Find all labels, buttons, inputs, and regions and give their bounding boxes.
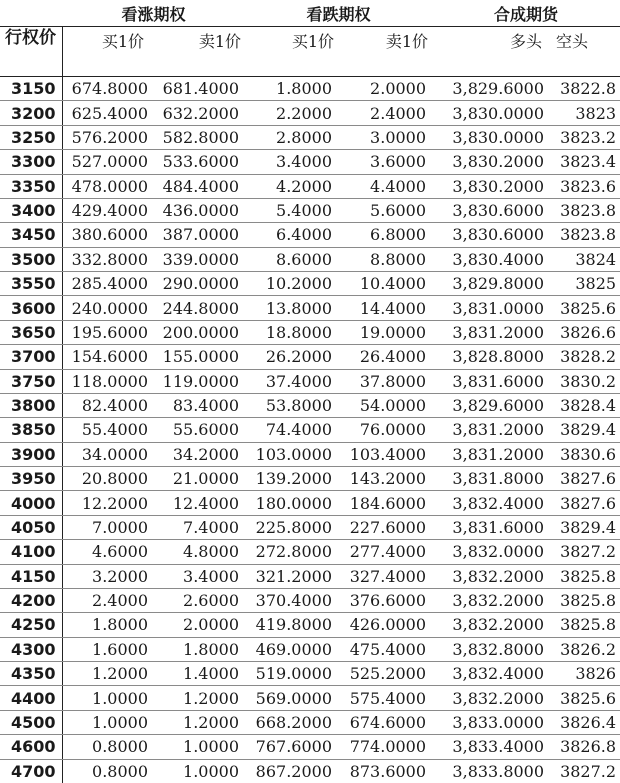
synthetic-short-cell: 3825.8 [552, 613, 620, 637]
header-corner [0, 0, 62, 27]
put-bid-cell: 26.2000 [245, 345, 338, 369]
call-bid-cell: 1.0000 [62, 686, 154, 710]
call-bid-cell: 12.2000 [62, 491, 154, 515]
put-ask-cell: 2.4000 [338, 101, 432, 125]
call-ask-cell: 21.0000 [154, 467, 245, 491]
synthetic-long-cell: 3,828.8000 [432, 345, 552, 369]
put-bid-cell: 4.2000 [245, 174, 338, 198]
synthetic-short-cell: 3828.4 [552, 393, 620, 417]
strike-price-cell: 3900 [0, 442, 62, 466]
synthetic-long-cell: 3,831.6000 [432, 369, 552, 393]
call-bid-cell: 20.8000 [62, 467, 154, 491]
put-options-header: 看跌期权 [245, 0, 432, 27]
synthetic-short-cell: 3826.8 [552, 735, 620, 759]
table-header [0, 0, 620, 77]
put-bid-cell: 5.4000 [245, 198, 338, 222]
call-ask-cell: 12.4000 [154, 491, 245, 515]
table-row [0, 320, 620, 344]
strike-price-cell: 4050 [0, 515, 62, 539]
put-bid-cell: 8.6000 [245, 247, 338, 271]
synthetic-short-cell: 3825.8 [552, 564, 620, 588]
put-ask-cell: 426.0000 [338, 613, 432, 637]
put-bid-cell: 18.8000 [245, 320, 338, 344]
strike-price-cell: 4200 [0, 588, 62, 612]
table-row [0, 296, 620, 320]
call-ask-cell: 339.0000 [154, 247, 245, 271]
synthetic-long-cell: 3,830.6000 [432, 223, 552, 247]
put-bid-cell: 519.0000 [245, 662, 338, 686]
synthetic-long-cell: 3,832.0000 [432, 540, 552, 564]
call-ask-cell: 155.0000 [154, 345, 245, 369]
table-row [0, 442, 620, 466]
synthetic-long-header: 多头 [510, 32, 543, 51]
put-bid-cell: 37.4000 [245, 369, 338, 393]
synthetic-long-cell: 3,829.6000 [432, 393, 552, 417]
strike-price-cell: 4350 [0, 662, 62, 686]
strike-price-cell: 4150 [0, 564, 62, 588]
call-bid-cell: 240.0000 [62, 296, 154, 320]
call-ask-cell: 200.0000 [154, 320, 245, 344]
call-ask-cell: 244.8000 [154, 296, 245, 320]
call-ask-header: 卖1价 [198, 32, 242, 51]
table-row [0, 588, 620, 612]
call-bid-header: 买1价 [101, 32, 144, 51]
put-ask-cell: 674.6000 [338, 710, 432, 734]
header-spacer [62, 52, 620, 77]
synthetic-long-cell: 3,831.0000 [432, 296, 552, 320]
synthetic-long-cell: 3,829.6000 [432, 77, 552, 101]
put-ask-cell: 5.6000 [338, 198, 432, 222]
synthetic-short-cell: 3826.2 [552, 637, 620, 661]
put-ask-cell: 327.4000 [338, 564, 432, 588]
synthetic-futures-header: 合成期货 [432, 0, 620, 27]
call-ask-cell: 83.4000 [154, 393, 245, 417]
table-row [0, 101, 620, 125]
call-bid-cell: 55.4000 [62, 418, 154, 442]
synthetic-short-cell: 3823.4 [552, 150, 620, 174]
call-bid-cell: 285.4000 [62, 272, 154, 296]
synthetic-short-cell: 3823.8 [552, 198, 620, 222]
synthetic-long-cell: 3,831.2000 [432, 320, 552, 344]
call-bid-cell: 1.8000 [62, 613, 154, 637]
synthetic-short-cell: 3825 [552, 272, 620, 296]
synthetic-long-cell: 3,832.2000 [432, 686, 552, 710]
put-bid-cell: 569.0000 [245, 686, 338, 710]
table-row [0, 564, 620, 588]
table-row [0, 467, 620, 491]
call-options-header: 看涨期权 [62, 0, 245, 27]
put-ask-cell: 26.4000 [338, 345, 432, 369]
put-ask-cell: 10.4000 [338, 272, 432, 296]
synthetic-short-cell: 3828.2 [552, 345, 620, 369]
strike-price-cell: 4100 [0, 540, 62, 564]
strike-price-cell: 3200 [0, 101, 62, 125]
strike-price-cell: 3950 [0, 467, 62, 491]
synthetic-long-cell: 3,830.6000 [432, 198, 552, 222]
call-ask-cell: 1.2000 [154, 686, 245, 710]
put-ask-cell: 525.2000 [338, 662, 432, 686]
call-bid-cell: 1.2000 [62, 662, 154, 686]
call-ask-cell: 582.8000 [154, 125, 245, 149]
strike-price-cell: 4250 [0, 613, 62, 637]
put-ask-cell: 873.6000 [349, 761, 427, 781]
table-row [0, 491, 620, 515]
call-bid-cell: 625.4000 [62, 101, 154, 125]
table-row [0, 345, 620, 369]
call-ask-cell: 34.2000 [154, 442, 245, 466]
synthetic-long-cell: 3,833.0000 [432, 710, 552, 734]
put-ask-cell: 103.4000 [338, 442, 432, 466]
call-ask-cell: 632.2000 [154, 101, 245, 125]
call-ask-cell: 7.4000 [154, 515, 245, 539]
put-ask-cell: 4.4000 [338, 174, 432, 198]
strike-price-cell: 4700 [0, 759, 62, 783]
put-ask-cell: 376.6000 [338, 588, 432, 612]
strike-price-cell: 3400 [0, 198, 62, 222]
call-bid-cell: 380.6000 [62, 223, 154, 247]
put-bid-cell: 6.4000 [245, 223, 338, 247]
put-ask-cell: 14.4000 [338, 296, 432, 320]
strike-price-cell: 3350 [0, 174, 62, 198]
put-ask-cell: 575.4000 [338, 686, 432, 710]
put-ask-cell: 8.8000 [338, 247, 432, 271]
call-ask-cell: 2.0000 [154, 613, 245, 637]
call-ask-cell: 119.0000 [154, 369, 245, 393]
put-ask-cell: 3.0000 [338, 125, 432, 149]
put-ask-cell: 19.0000 [338, 320, 432, 344]
strike-price-cell: 4000 [0, 491, 62, 515]
header-spacer-row [0, 52, 620, 77]
synthetic-long-cell: 3,831.2000 [432, 418, 552, 442]
synthetic-long-cell: 3,833.8000 [452, 761, 545, 781]
put-bid-cell: 103.0000 [245, 442, 338, 466]
call-bid-cell: 1.0000 [62, 710, 154, 734]
put-ask-cell: 184.6000 [338, 491, 432, 515]
synthetic-short-cell: 3823 [552, 101, 620, 125]
synthetic-short-cell: 3825.8 [552, 588, 620, 612]
call-bid-cell: 82.4000 [62, 393, 154, 417]
table-row [0, 515, 620, 539]
synthetic-short-cell: 3826 [552, 662, 620, 686]
synthetic-long-cell: 3,832.4000 [432, 662, 552, 686]
put-bid-cell: 10.2000 [245, 272, 338, 296]
call-ask-cell: 1.4000 [154, 662, 245, 686]
put-ask-cell: 37.8000 [338, 369, 432, 393]
put-bid-cell: 370.4000 [245, 588, 338, 612]
call-ask-cell: 1.2000 [154, 710, 245, 734]
strike-price-cell: 3700 [0, 345, 62, 369]
call-bid-cell: 429.4000 [62, 198, 154, 222]
synthetic-short-cell: 3823.6 [552, 174, 620, 198]
call-bid-cell: 34.0000 [62, 442, 154, 466]
synthetic-short-cell: 3827.2 [560, 761, 617, 781]
synthetic-short-cell: 3825.6 [552, 296, 620, 320]
put-ask-cell: 3.6000 [338, 150, 432, 174]
table-row [0, 369, 620, 393]
synthetic-short-cell: 3823.2 [552, 125, 620, 149]
put-ask-header: 卖1价 [385, 32, 429, 51]
synthetic-long-cell: 3,830.0000 [432, 125, 552, 149]
synthetic-short-cell: 3826.6 [552, 320, 620, 344]
synthetic-long-cell: 3,831.6000 [432, 515, 552, 539]
header-group-row [0, 0, 620, 27]
strike-price-cell: 3800 [0, 393, 62, 417]
synthetic-short-cell: 3825.6 [552, 686, 620, 710]
synthetic-long-cell: 3,829.8000 [432, 272, 552, 296]
put-bid-cell: 74.4000 [245, 418, 338, 442]
synthetic-long-cell: 3,830.4000 [432, 247, 552, 271]
table-row [0, 150, 620, 174]
put-ask-cell: 76.0000 [338, 418, 432, 442]
synthetic-short-cell: 3824 [552, 247, 620, 271]
call-bid-cell: 3.2000 [62, 564, 154, 588]
strike-price-cell: 4400 [0, 686, 62, 710]
synthetic-long-cell: 3,832.2000 [432, 588, 552, 612]
put-ask-cell: 143.2000 [338, 467, 432, 491]
put-bid-cell: 1.8000 [245, 77, 338, 101]
strike-price-cell: 3600 [0, 296, 62, 320]
synthetic-long-cell: 3,830.2000 [432, 174, 552, 198]
table-row [0, 710, 620, 734]
strike-price-cell: 3750 [0, 369, 62, 393]
strike-price-cell: 3550 [0, 272, 62, 296]
table-row [0, 125, 620, 149]
put-bid-cell: 225.8000 [245, 515, 338, 539]
table-row [0, 613, 620, 637]
put-bid-cell: 53.8000 [245, 393, 338, 417]
table-row [0, 272, 620, 296]
put-ask-cell: 475.4000 [338, 637, 432, 661]
put-bid-cell: 668.2000 [245, 710, 338, 734]
synthetic-long-cell: 3,832.2000 [432, 564, 552, 588]
table-row [0, 735, 620, 759]
put-bid-cell: 2.8000 [245, 125, 338, 149]
call-bid-cell: 576.2000 [62, 125, 154, 149]
synthetic-long-cell: 3,832.4000 [432, 491, 552, 515]
strike-price-cell: 3300 [0, 150, 62, 174]
call-ask-cell: 4.8000 [154, 540, 245, 564]
put-bid-cell: 2.2000 [245, 101, 338, 125]
call-ask-cell: 2.6000 [154, 588, 245, 612]
synthetic-short-cell: 3826.4 [552, 710, 620, 734]
put-bid-cell: 419.8000 [245, 613, 338, 637]
synthetic-short-cell: 3823.8 [552, 223, 620, 247]
synthetic-long-cell: 3,830.2000 [432, 150, 552, 174]
table-row [0, 174, 620, 198]
put-ask-cell: 54.0000 [338, 393, 432, 417]
table-row [0, 393, 620, 417]
call-ask-cell: 484.4000 [154, 174, 245, 198]
put-bid-cell: 180.0000 [245, 491, 338, 515]
table-body [0, 77, 620, 783]
call-bid-cell: 332.8000 [62, 247, 154, 271]
put-ask-cell: 774.0000 [338, 735, 432, 759]
synthetic-short-cell: 3827.6 [552, 467, 620, 491]
strike-price-cell: 3150 [0, 77, 62, 101]
put-ask-cell: 227.6000 [338, 515, 432, 539]
call-ask-cell: 55.6000 [154, 418, 245, 442]
strike-price-cell: 3650 [0, 320, 62, 344]
put-ask-cell: 277.4000 [338, 540, 432, 564]
call-ask-cell: 681.4000 [154, 77, 245, 101]
table-row [0, 686, 620, 710]
synthetic-short-cell: 3830.2 [552, 369, 620, 393]
put-ask-cell: 6.8000 [338, 223, 432, 247]
synthetic-short-cell: 3829.4 [552, 515, 620, 539]
call-ask-cell: 436.0000 [154, 198, 245, 222]
strike-price-cell: 3850 [0, 418, 62, 442]
strike-price-header: 行权价 [0, 27, 62, 77]
synthetic-long-cell: 3,832.2000 [432, 613, 552, 637]
table-row [0, 77, 620, 101]
call-ask-cell: 1.8000 [154, 637, 245, 661]
call-bid-cell: 4.6000 [62, 540, 154, 564]
call-ask-cell: 533.6000 [154, 150, 245, 174]
put-bid-cell: 321.2000 [245, 564, 338, 588]
call-bid-cell: 1.6000 [62, 637, 154, 661]
synthetic-short-cell: 3829.4 [552, 418, 620, 442]
strike-price-cell: 3500 [0, 247, 62, 271]
table-row [0, 198, 620, 222]
header-sub-row [0, 27, 620, 53]
synthetic-short-cell: 3822.8 [552, 77, 620, 101]
call-bid-cell: 118.0000 [62, 369, 154, 393]
put-bid-header: 买1价 [291, 32, 335, 51]
synthetic-long-cell: 3,832.8000 [432, 637, 552, 661]
synthetic-short-header: 空头 [556, 32, 589, 51]
put-bid-cell: 139.2000 [245, 467, 338, 491]
table-row [0, 759, 620, 783]
call-ask-cell: 1.0000 [154, 735, 245, 759]
synthetic-long-cell: 3,830.0000 [432, 101, 552, 125]
table-row [0, 540, 620, 564]
call-bid-cell: 7.0000 [62, 515, 154, 539]
put-bid-cell: 867.2000 [255, 761, 333, 781]
call-bid-cell: 154.6000 [62, 345, 154, 369]
strike-price-cell: 4500 [0, 710, 62, 734]
call-bid-cell: 478.0000 [62, 174, 154, 198]
table-row [0, 662, 620, 686]
strike-price-cell: 4300 [0, 637, 62, 661]
strike-price-cell: 3250 [0, 125, 62, 149]
synthetic-short-cell: 3830.6 [552, 442, 620, 466]
call-ask-cell: 3.4000 [154, 564, 245, 588]
strike-price-cell: 4600 [0, 735, 62, 759]
put-ask-cell: 2.0000 [338, 77, 432, 101]
call-ask-cell: 290.0000 [154, 272, 245, 296]
synthetic-short-cell: 3827.2 [552, 540, 620, 564]
call-bid-cell: 2.4000 [62, 588, 154, 612]
call-bid-cell: 674.8000 [62, 77, 154, 101]
put-bid-cell: 469.0000 [245, 637, 338, 661]
call-bid-cell: 527.0000 [62, 150, 154, 174]
put-bid-cell: 272.8000 [245, 540, 338, 564]
call-ask-cell: 387.0000 [154, 223, 245, 247]
strike-price-cell: 3450 [0, 223, 62, 247]
call-bid-cell: 0.8000 [92, 761, 148, 781]
synthetic-long-cell: 3,831.2000 [432, 442, 552, 466]
call-bid-cell: 0.8000 [62, 735, 154, 759]
table-row [0, 223, 620, 247]
put-bid-cell: 767.6000 [245, 735, 338, 759]
synthetic-long-cell: 3,833.4000 [432, 735, 552, 759]
table-row [0, 247, 620, 271]
call-bid-cell: 195.6000 [62, 320, 154, 344]
synthetic-long-cell: 3,831.8000 [432, 467, 552, 491]
put-bid-cell: 13.8000 [245, 296, 338, 320]
call-ask-cell: 1.0000 [183, 761, 240, 781]
table-row [0, 418, 620, 442]
put-bid-cell: 3.4000 [245, 150, 338, 174]
synthetic-short-cell: 3827.6 [552, 491, 620, 515]
table-row [0, 637, 620, 661]
